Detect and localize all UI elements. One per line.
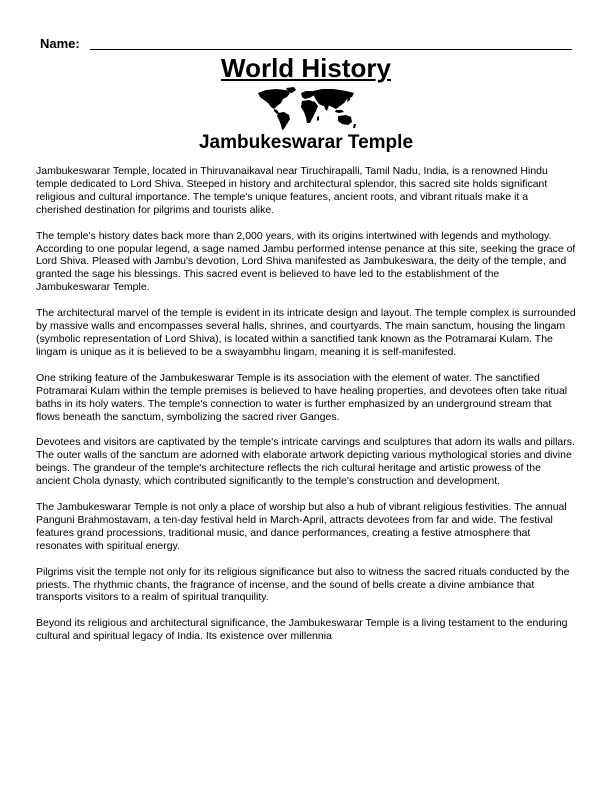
article-paragraph: The architectural marvel of the temple is evident in its intricate design and layout. The temple complex is surrounded by massive walls and encompasses several halls, shrines, and courtyards. The main sanctum, housing the lingam (symbolic representation of Lord Shiva), is located within a sanctified tank known as the Potramarai Kulam. The lingam is unique as it is believed to be a swayambhu lingam, meaning it is self-manifested. [36,307,576,358]
world-map-icon [256,87,358,131]
article-paragraph: Beyond its religious and architectural significance, the Jambukeswarar Temple is a living testament to the enduring cultural and spiritual legacy of India. Its existence over millennia [36,617,568,643]
article-title: Jambukeswarar Temple [198,132,414,153]
name-label: Name: [40,36,80,51]
name-blank-line[interactable] [90,49,572,50]
article-paragraph: Jambukeswarar Temple, located in Thiruvanaikaval near Tiruchirapalli, Tamil Nadu, India, is a renowned Hindu temple dedicated to Lord Shiva. Steeped in history and architectural splendor, this sacred site holds significant religious and cultural importance. The temple's unique features, ancient roots, and vibrant rituals make it a cherished destination for pilgrims and tourists alike. [36,165,548,216]
worksheet-title: World History [221,53,391,83]
article-paragraph: The temple's history dates back more than 2,000 years, with its origins intertwined with legends and mythology. According to one popular legend, a sage named Jambu performed intense penance at this site, seeking the grace of Lord Shiva. Pleased with Jambu's devotion, Lord Shiva manifested as Jambukeswara, the deity of the temple, and granted the sage his blessings. This sacred event is believed to have led to the establishment of the Jambukeswarar Temple. [36,229,576,294]
article-paragraph: Devotees and visitors are captivated by the temple's intricate carvings and sculptures that adorn its walls and pillars. The outer walls of the sanctum are adorned with elaborate artwork depicting various mythological stories and divine beings. The grandeur of the temple's architecture reflects the rich cultural heritage and artistic prowess of the ancient Chola dynasty, which contributed significantly to the temple's construction and development. [36,436,575,488]
article-body [36,165,576,656]
article-paragraph: The Jambukeswarar Temple is not only a place of worship but also a hub of vibrant religious festivities. The annual Panguni Brahmostavam, a ten-day festival held in March-April, attracts devotees from far and wide. The festival features grand processions, traditional music, and dance performances, creating a festive atmosphere that resonates with spiritual energy. [36,501,567,552]
article-paragraph: Pilgrims visit the temple not only for its religious significance but also to witness the sacred rituals conducted by the priests. The rhythmic chants, the fragrance of incense, and the sound of bells create a divine ambiance that transports visitors to a realm of spiritual tranquility. [36,565,570,604]
name-row [40,36,572,52]
article-paragraph: One striking feature of the Jambukeswarar Temple is its association with the element of water. The sanctified Potramarai Kulam within the temple premises is believed to have healing properties, and devotees often take ritual baths in its holy waters. The temple's connection to water is further emphasized by an underground stream that flows beneath the sanctum, symbolizing the sacred river Ganges. [36,371,568,423]
